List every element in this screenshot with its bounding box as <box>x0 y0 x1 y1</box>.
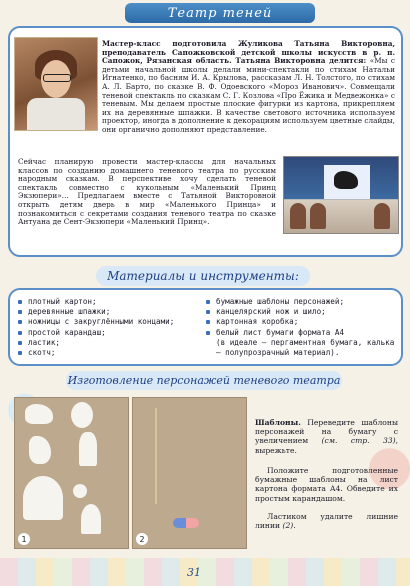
pencil <box>155 408 157 504</box>
photo-ref: (2) <box>280 521 294 531</box>
page-ref: (см. стр. 33) <box>308 436 396 446</box>
step-text <box>255 418 398 455</box>
child-figure <box>290 203 306 229</box>
photo-templates <box>14 397 129 549</box>
photo-number: 1 <box>18 533 30 545</box>
materials-list-left <box>18 297 198 358</box>
step-1: Переведите шаблоны персонажей на бумагу с увеличением <box>255 418 398 446</box>
rose-cutout <box>81 504 101 534</box>
section-header <box>125 3 315 23</box>
intro-bold: Мастер-класс подготовила Жуликова Татьяна Викторовна, преподаватель Сапожковской детской школы искусств в р. п. Сапожок, Рязанская область. Татьяна Викторовна делится: <box>102 39 395 66</box>
page-number: 31 <box>187 566 201 579</box>
section-title: Театр теней <box>167 5 273 21</box>
list-item: деревянные шпажки; <box>18 307 198 317</box>
photo-number: 2 <box>136 533 148 545</box>
list-item: канцелярский нож и шило; <box>206 307 396 317</box>
intro-paragraph-1 <box>102 40 395 135</box>
step-title: Шаблоны. <box>255 418 301 427</box>
making-title: Изготовление персонажей теневого театра <box>67 374 341 387</box>
list-item: картонная коробка; <box>206 317 396 327</box>
classroom-photo <box>283 156 399 234</box>
step-3-text <box>255 512 398 530</box>
author-portrait <box>14 37 98 131</box>
intro-quote: «Мы с детьми начальной школы делали мини-спектакли по стихам Натальи Игнатенко, по басням И. А. Крылова, рассказам Л. Н. Толстого, по стихам А. Л. Барто, по сказке В. Ф. Одоевского «Мороз Иванович». Совмещали теневой спектакль по сказкам С. Г. Козлова «Про Ёжика и Медвежонка» с теневым. Мы делаем простые плоские фигурки из картона, прикрепляем их на деревянные шпажки. В качестве светового источника используем проектор, иногда в дополнение к декорациям используем цветные слайды, они органично дополняют представление. <box>102 56 395 134</box>
tree-cutout <box>23 476 63 520</box>
portrait-clothes <box>27 98 85 130</box>
fox-sitting-cutout <box>29 436 51 464</box>
step-3-end: . <box>293 521 296 531</box>
shadow-horse <box>334 171 358 189</box>
list-item: бумажные шаблоны персонажей; <box>206 297 396 307</box>
child-figure <box>374 203 390 229</box>
list-item-continuation: (в идеале — пергаментная бумага, калька — полупрозрачный материал). <box>216 337 395 358</box>
portrait-glasses <box>43 74 71 82</box>
materials-banner <box>96 266 310 286</box>
materials-title: Материалы и инструменты: <box>107 269 299 283</box>
step-2: Положите подготовленные бумажные шаблоны на лист картона формата А4. Обведите их простым карандашом. <box>255 466 398 503</box>
step-1-end: , вырежьте. <box>255 436 398 455</box>
child-figure <box>310 203 326 229</box>
list-item: простой карандаш; <box>18 328 198 338</box>
figure-cutout <box>79 432 97 466</box>
fox-cutout <box>25 404 53 424</box>
step-3: Ластиком удалите лишние линии <box>255 512 398 531</box>
planet-cutout <box>73 484 87 498</box>
prince-cutout <box>71 402 93 428</box>
list-item: белый лист бумаги формата А4 <box>206 328 396 338</box>
hands-decoration <box>0 558 410 586</box>
list-item: плотный картон; <box>18 297 198 307</box>
materials-list-right <box>206 297 396 358</box>
making-banner <box>66 371 342 390</box>
intro-paragraph-2: Сейчас планирую провести мастер-классы для начальных классов по созданию домашнего теневого театра по русским народным сказкам. В перспективе хочу сделать теневой спектакль совместно с кукольным «Маленький Принц Экзюпери»… Предлагаем вместе с Татьяной Викторовной открыть детям дверь в мир «Маленького Принца» и познакомиться с секретами создания теневого театра по сказке Антуана де Сент-Экзюпери «Маленький Принц». <box>18 157 276 227</box>
list-item: скотч; <box>18 348 198 358</box>
eraser <box>173 518 199 528</box>
list-item: ластик; <box>18 338 198 348</box>
list-item: ножницы с закруглёнными концами; <box>18 317 198 327</box>
photo-tracing <box>132 397 247 549</box>
